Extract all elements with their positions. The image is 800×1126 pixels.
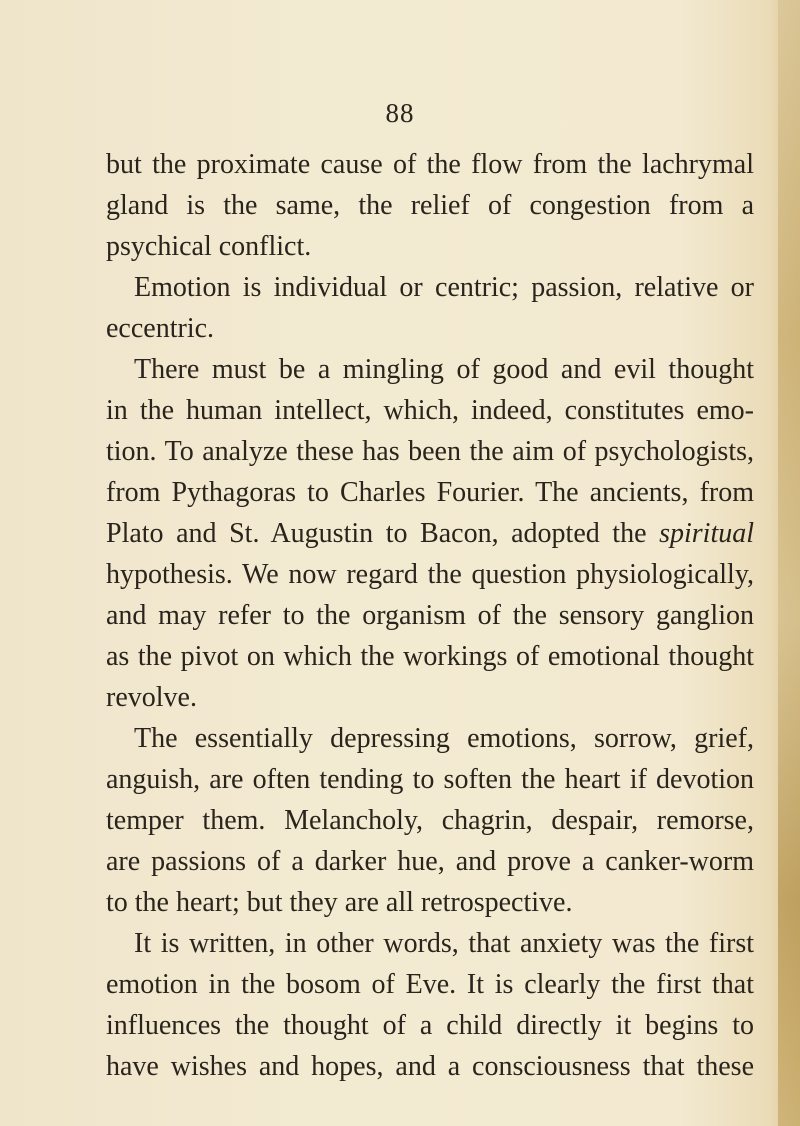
text-line: but the proximate cause of the flow from the lachrymal: [106, 149, 754, 180]
page-edge-stain: [778, 0, 800, 1126]
text-line: eccentric.: [106, 313, 215, 344]
text-line: temper them. Melancholy, chagrin, despair, remorse,: [106, 805, 754, 836]
paragraph-start-line: Emotion is individual or centric; passion, relative or: [134, 272, 754, 303]
paragraph-start-line: It is written, in other words, that anxiety was the first: [134, 928, 754, 959]
text-line-with-italic: [106, 517, 754, 551]
text-line: revolve.: [106, 682, 197, 713]
text-line-segment: Plato and St. Augustin to Bacon, adopted the: [106, 518, 647, 549]
text-line: psychical conflict.: [106, 231, 312, 262]
paragraph-start-line: There must be a mingling of good and evil thought: [134, 354, 754, 385]
text-line: from Pythagoras to Charles Fourier. The ancients, from: [106, 477, 754, 508]
text-line: tion. To analyze these has been the aim of psychologists,: [106, 436, 754, 467]
text-line: emotion in the bosom of Eve. It is clearly the first that: [106, 969, 754, 1000]
paragraph-start-line: The essentially depressing emotions, sorrow, grief,: [134, 723, 754, 754]
text-line: and may refer to the organism of the sensory ganglion: [106, 600, 754, 631]
text-line: in the human intellect, which, indeed, constitutes emo-: [106, 395, 754, 426]
text-line: as the pivot on which the workings of emotional thought: [106, 641, 754, 672]
italic-word-spiritual: spiritual: [659, 518, 755, 549]
page-number: 88: [385, 98, 415, 128]
text-line: have wishes and hopes, and a consciousness that these: [106, 1051, 754, 1082]
text-line: influences the thought of a child directly it begins to: [106, 1010, 754, 1041]
text-line: anguish, are often tending to soften the heart if devotion: [106, 764, 754, 795]
text-line: are passions of a darker hue, and prove a canker-worm: [106, 846, 754, 877]
text-line: to the heart; but they are all retrospective.: [106, 887, 573, 918]
text-line: gland is the same, the relief of congestion from a: [106, 190, 754, 221]
text-line: hypothesis. We now regard the question physiologically,: [106, 559, 754, 590]
